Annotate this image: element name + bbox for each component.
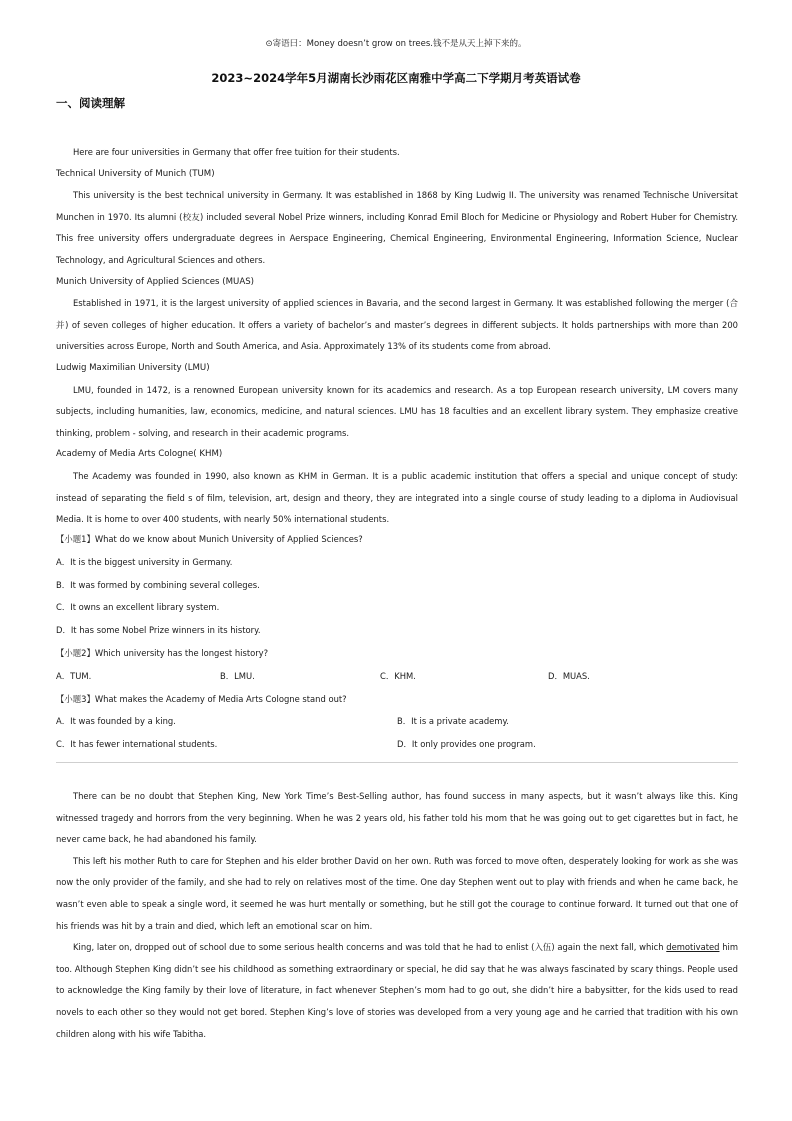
question-2-stem: 【小题2】Which university has the longest history? [56, 647, 269, 658]
passage-2 [56, 786, 738, 1045]
question-2-option-b[interactable]: B．LMU. [220, 670, 255, 681]
question-3-stem: 【小题3】What makes the Academy of Media Arts Cologne stand out? [56, 693, 347, 704]
question-1-option-a[interactable]: A．It is the biggest university in Germany. [56, 556, 233, 567]
question-3-options-row-2 [56, 733, 738, 756]
university-name-tum: Technical University of Munich (TUM) [56, 168, 215, 179]
exam-title: 2023~2024学年5月湖南长沙雨花区南雅中学高二下学期月考英语试卷 [211, 71, 581, 85]
university-name-lmu: Ludwig Maximilian University (LMU) [56, 362, 210, 373]
university-text-khm: The Academy was founded in 1990, also known as KHM in German. It is a public academic institution that offers a special and unique concept of study: instead of separating the field s of film, television, art, design and theory, they are integrated into a single course of study leading to a diploma in Audiovisual Media. It is home to over 400 students, with nearly 50% international students. [56, 470, 738, 525]
question-2-option-a[interactable]: A．TUM. [56, 670, 92, 681]
question-2-option-d[interactable]: D．MUAS. [548, 670, 590, 681]
university-name-khm: Academy of Media Arts Cologne( KHM) [56, 449, 223, 460]
paragraph-3-text-before: King, later on, dropped out of school due to some serious health concerns and was told that he had to enlist (入伍) again the next fall, which [73, 942, 667, 953]
passage-1-intro: Here are four universities in Germany that offer free tuition for their students. [73, 147, 400, 157]
question-block [56, 528, 738, 756]
underlined-word-demotivated: demotivated [666, 942, 720, 953]
university-text-lmu: LMU, founded in 1472, is a renowned European university known for its academics and research. As a top European research university, LM covers many subjects, including humanities, law, economics, medicine, and natural sciences. LMU has 18 faculties and an excellent library system. They emphasize creative thinking, problem - solving, and research in their academic programs. [56, 384, 738, 438]
question-2-options [56, 665, 738, 688]
section-heading-reading: 一、阅读理解 [56, 96, 125, 110]
question-1-stem: 【小题1】What do we know about Munich University of Applied Sciences? [56, 534, 363, 544]
question-3-options-row-1 [56, 710, 738, 733]
question-2-option-c[interactable]: C．KHM. [380, 670, 416, 681]
passage-2-paragraph-1: There can be no doubt that Stephen King, New York Time’s Best-Selling author, has found success in many aspects, but it wasn’t always like this. King witnessed tragedy and horrors from the very beginning. When he was 2 years old, his father told his mom that he was going out to get cigarettes but in fact, he never came back, he had abandoned his family. [56, 791, 738, 845]
question-1-option-c[interactable]: C．It owns an excellent library system. [56, 602, 220, 613]
question-1-option-d[interactable]: D．It has some Nobel Prize winners in its history. [56, 625, 261, 636]
passage-2-paragraph-3 [56, 937, 738, 1045]
university-name-muas: Munich University of Applied Sciences (MUAS) [56, 276, 255, 287]
question-3-option-c[interactable]: C．It has fewer international students. [56, 739, 218, 750]
question-3-option-b[interactable]: B．It is a private academy. [397, 716, 509, 727]
passage-1 [56, 142, 738, 531]
section-divider [56, 762, 738, 763]
question-1-option-b[interactable]: B．It was formed by combining several colleges. [56, 579, 260, 590]
question-3-option-a[interactable]: A．It was founded by a king. [56, 716, 176, 727]
paragraph-3-text-after: him too. Although Stephen King didn’t see his childhood as something extraordinary or special, he did say that he was always fascinated by scary things. People used to acknowledge the King family by their love of literature, in fact whenever Stephen’s mom had to go out, she didn’t hire a babysitter, for the kids used to read novels to each other so they would not get bored. Stephen King’s love of stories was developed from a very young age and he carried that tradition with his own children along with his wife Tabitha. [56, 942, 738, 1039]
question-3-option-d[interactable]: D．It only provides one program. [397, 739, 536, 750]
university-text-tum: This university is the best technical university in Germany. It was established in 1868 by King Ludwig II. The university was renamed Technische Universitat Munchen in 1970. Its alumni (校友) included several Nobel Prize winners, including Konrad Emil Bloch for Medicine or Physiology and Robert Huber for Chemistry. This free university offers undergraduate degrees in Aerspace Engineering, Chemical Engineering, Environmental Engineering, Information Science, Nuclear Technology, and Agricultural Sciences and others. [56, 190, 738, 265]
university-text-muas: Established in 1971, it is the largest university of applied sciences in Bavaria, and the second largest in Germany. It was established following the merger (合并) of seven colleges of higher education. It offers a variety of bachelor’s and master’s degrees in different subjects. It holds partnerships with more than 200 universities across Europe, North and South America, and Asia. Approximately 13% of its students come from abroad. [56, 298, 738, 352]
passage-2-paragraph-2: This left his mother Ruth to care for Stephen and his elder brother David on her own. Ruth was forced to move often, desperately looking for work as she was now the only provider of the family, and she had to rely on relatives most of the time. One day Stephen went out to play with friends and when he came back, he wasn’t even able to speak a single word, it seemed he was hurt mentally or something, but he still got the courage to continue forward. It turned out that one of his friends was hit by a train and died, which left an emotional scar on him. [56, 855, 738, 931]
motto-banner: ⊙寄语曰：Money doesn’t grow on trees.钱不是从天上掉下来的。 [265, 39, 527, 49]
